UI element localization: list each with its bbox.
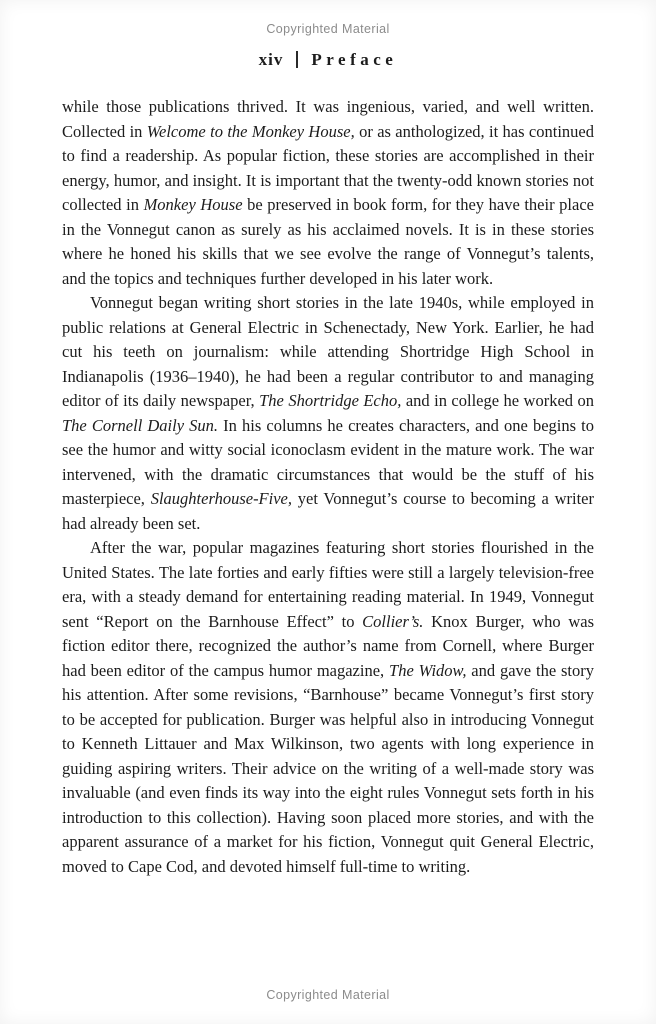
body-text <box>62 95 594 879</box>
section-title: Preface <box>311 50 398 69</box>
copyright-notice-bottom: Copyrighted Material <box>266 988 390 1002</box>
text-run: and in college he worked on <box>401 391 594 410</box>
italic-text-run: Welcome to the Monkey House, <box>146 121 355 141</box>
italic-text-run: The Cornell Daily Sun. <box>62 415 219 435</box>
text-run: and gave the story his attention. After some revisions, “Barnhouse” became Vonnegut’s first story to be accepted for publication. Burger was helpful also in introducing Vonnegut to Kenneth Littauer and Max Wilkinson, two agents with long experience in guiding aspiring writers. Their advice on the writing of a well-made story was invaluable (and even finds its way into the eight rules Vonnegut sets forth in his introduction to this collection). Having soon placed more stories, and with the apparent assurance of a market for his fiction, Vonnegut quit General Electric, moved to Cape Cod, and devoted himself full-time to writing. <box>62 660 594 876</box>
page-header <box>0 50 656 70</box>
italic-text-run: Collier’s. <box>362 611 424 631</box>
text-run: Knox Burger, who was fiction editor there, recognized the author’s name from Cornell, where Burger had been editor of the campus humor magazine, <box>62 611 594 680</box>
text-run: or as anthologized, it has continued to find a readership. As popular fiction, these stories are accomplished in their energy, humor, and insight. It is important that the twenty-odd known stories not collected in <box>62 121 594 214</box>
text-run: After the war, popular magazines featuring short stories flourished in the United States. The late forties and early fifties were still a largely television-free era, with a steady demand for entertaining reading material. In 1949, Vonnegut sent “Report on the Barnhouse Effect” to <box>62 538 594 631</box>
text-run: while those publications thrived. It was ingenious, varied, and well written. Collected in <box>62 97 594 141</box>
paragraph <box>62 95 594 291</box>
header-separator-rule <box>296 51 298 68</box>
paragraph <box>62 291 594 536</box>
text-run: Vonnegut began writing short stories in the late 1940s, while employed in public relations at General Electric in Schenectady, New York. Earlier, he had cut his teeth on journalism: while attending Shortridge High School in Indianapolis (1936–1940), he had been a regular contributor to and managing editor of its daily newspaper, <box>62 293 594 410</box>
copyright-notice-top: Copyrighted Material <box>266 22 390 36</box>
text-run: be preserved in book form, for they have their place in the Vonnegut canon as surely as his acclaimed novels. It is in these stories where he honed his skills that we see evolve the range of Vonnegut’s talents, and the topics and techniques further developed in his later work. <box>62 195 594 288</box>
text-run: yet Vonnegut’s course to becoming a writer had already been set. <box>62 489 594 533</box>
italic-text-run: Monkey House <box>143 195 243 214</box>
italic-text-run: The Shortridge Echo, <box>259 391 402 410</box>
paragraph <box>62 536 594 879</box>
text-run: In his columns he creates characters, and one begins to see the humor and witty social iconoclasm evident in the mature work. The war intervened, with the dramatic circumstances that would be the stuff of his masterpiece, <box>62 415 595 508</box>
page-number: xiv <box>258 50 284 69</box>
italic-text-run: The Widow, <box>389 660 467 680</box>
italic-text-run: Slaughterhouse-Five, <box>150 489 292 508</box>
